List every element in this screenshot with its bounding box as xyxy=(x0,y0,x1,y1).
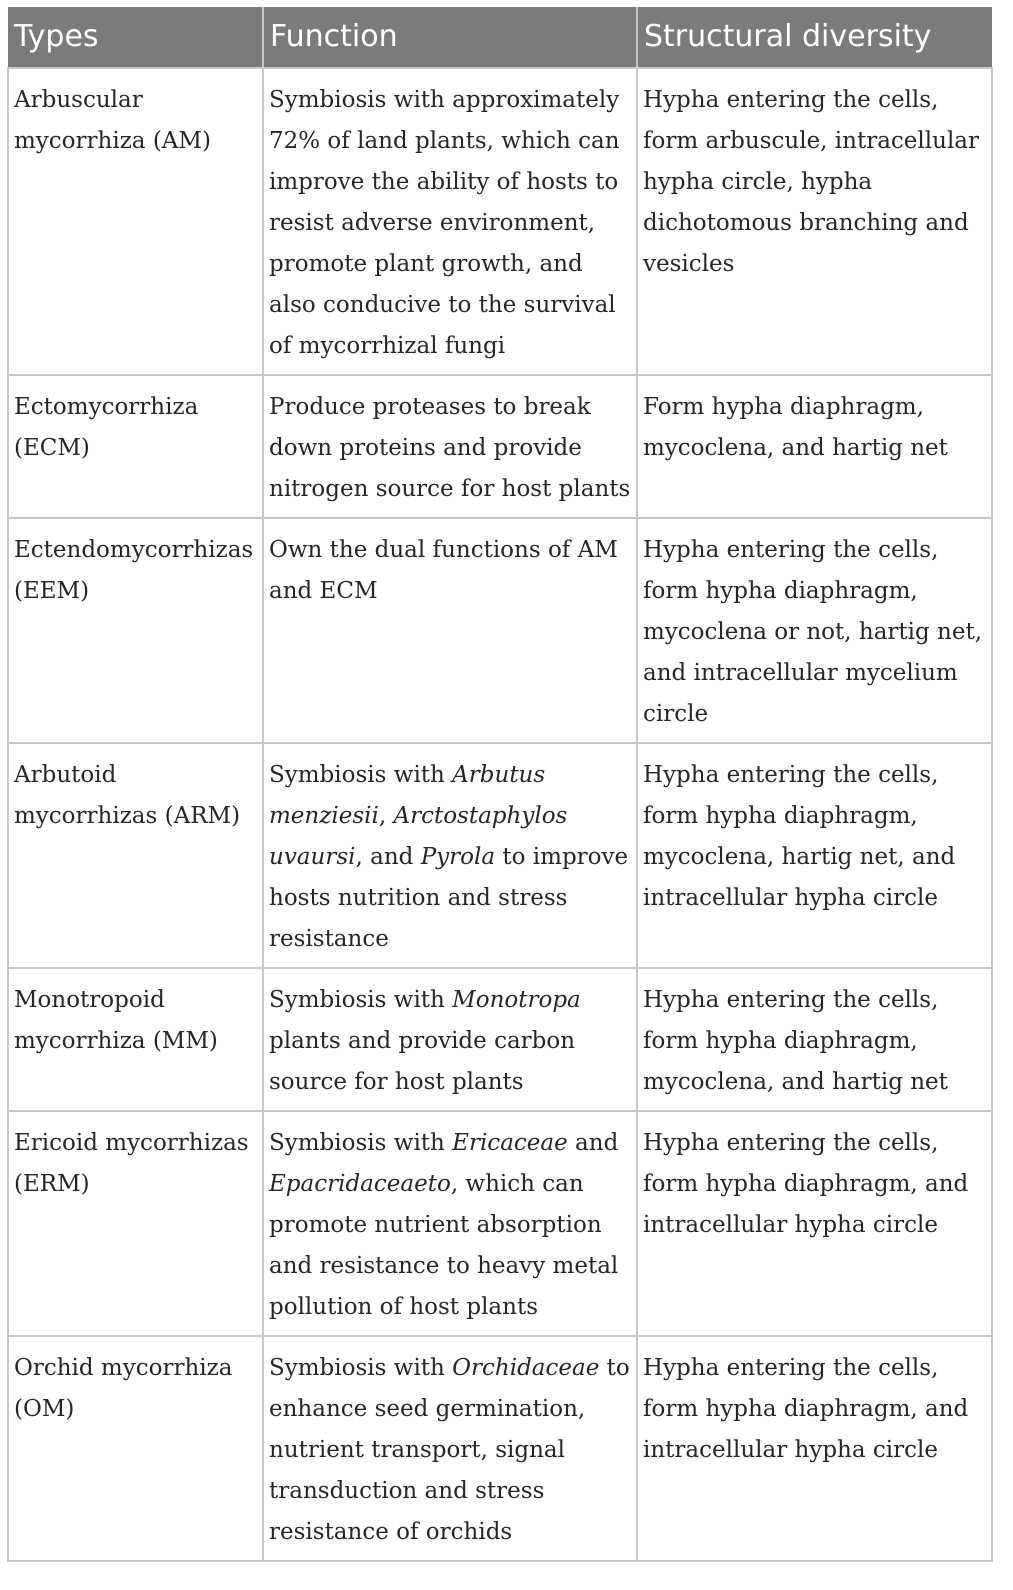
cell-function xyxy=(263,68,637,375)
cell-function xyxy=(263,1111,637,1336)
cell-structure: Hypha entering the cells, form hypha diaphragm, mycoclena or not, hartig net, and intracellular mycelium circle xyxy=(637,518,992,743)
cell-function xyxy=(263,518,637,743)
function-text: Produce proteases to break down proteins and provide nitrogen source for host plants xyxy=(269,394,631,502)
cell-type: Ericoid mycorrhizas (ERM) xyxy=(8,1111,263,1336)
function-text: Symbiosis with xyxy=(269,987,453,1013)
cell-structure: Hypha entering the cells, form hypha diaphragm, and intracellular hypha circle xyxy=(637,1336,992,1561)
table-row xyxy=(8,1336,992,1561)
function-text: , xyxy=(378,803,394,829)
cell-type: Ectomycorrhiza (ECM) xyxy=(8,375,263,518)
function-text-italic: Arctostaphylos uvaursi xyxy=(269,803,568,870)
function-text: plants and provide carbon source for host plants xyxy=(269,1028,576,1095)
cell-function xyxy=(263,968,637,1111)
table-row xyxy=(8,743,992,968)
function-text: Symbiosis with approximately 72% of land plants, which can improve the ability of hosts to resist adverse environment, promote plant growth, and also conducive to the survival of mycorrhizal fungi xyxy=(269,87,620,359)
function-text-italic: Orchidaceae xyxy=(452,1355,600,1381)
function-text: Symbiosis with xyxy=(269,1130,453,1156)
table-row xyxy=(8,375,992,518)
cell-type: Monotropoid mycorrhiza (MM) xyxy=(8,968,263,1111)
function-text: and xyxy=(567,1130,619,1156)
cell-function xyxy=(263,1336,637,1561)
cell-function xyxy=(263,375,637,518)
function-text-italic: Pyrola xyxy=(420,844,496,870)
table-body xyxy=(8,68,992,1561)
cell-structure: Hypha entering the cells, form arbuscule, intracellular hypha circle, hypha dichotomous branching and vesicles xyxy=(637,68,992,375)
function-text-italic: Arbutus menziesii xyxy=(269,762,546,829)
function-text-italic: Epacridaceaeto xyxy=(269,1171,451,1197)
function-text: Symbiosis with xyxy=(269,1355,453,1381)
cell-structure: Hypha entering the cells, form hypha diaphragm, mycoclena, and hartig net xyxy=(637,968,992,1111)
cell-function xyxy=(263,743,637,968)
header-types: Types xyxy=(8,7,263,68)
function-text: to improve hosts nutrition and stress resistance xyxy=(269,844,629,952)
function-text: , which can promote nutrient absorption and resistance to heavy metal pollution of host plants xyxy=(269,1171,619,1320)
header-row xyxy=(8,7,992,68)
table-container xyxy=(7,7,991,1562)
function-text: Symbiosis with xyxy=(269,762,453,788)
table-header xyxy=(8,7,992,68)
header-structural-diversity: Structural diversity xyxy=(637,7,992,68)
cell-type: Ectendomycorrhizas (EEM) xyxy=(8,518,263,743)
function-text-italic: Ericaceae xyxy=(452,1130,568,1156)
header-function: Function xyxy=(263,7,637,68)
table-row xyxy=(8,518,992,743)
cell-structure: Form hypha diaphragm, mycoclena, and hartig net xyxy=(637,375,992,518)
function-text-italic: Monotropa xyxy=(452,987,581,1013)
table-row xyxy=(8,68,992,375)
table-row xyxy=(8,1111,992,1336)
mycorrhiza-types-table xyxy=(7,7,993,1562)
cell-structure: Hypha entering the cells, form hypha diaphragm, mycoclena, hartig net, and intracellular hypha circle xyxy=(637,743,992,968)
function-text: to enhance seed germination, nutrient transport, signal transduction and stress resistance of orchids xyxy=(269,1355,630,1545)
function-text: , and xyxy=(355,844,421,870)
cell-structure: Hypha entering the cells, form hypha diaphragm, and intracellular hypha circle xyxy=(637,1111,992,1336)
table-row xyxy=(8,968,992,1111)
cell-type: Arbuscular mycorrhiza (AM) xyxy=(8,68,263,375)
function-text: Own the dual functions of AM and ECM xyxy=(269,537,618,604)
cell-type: Arbutoid mycorrhizas (ARM) xyxy=(8,743,263,968)
cell-type: Orchid mycorrhiza (OM) xyxy=(8,1336,263,1561)
